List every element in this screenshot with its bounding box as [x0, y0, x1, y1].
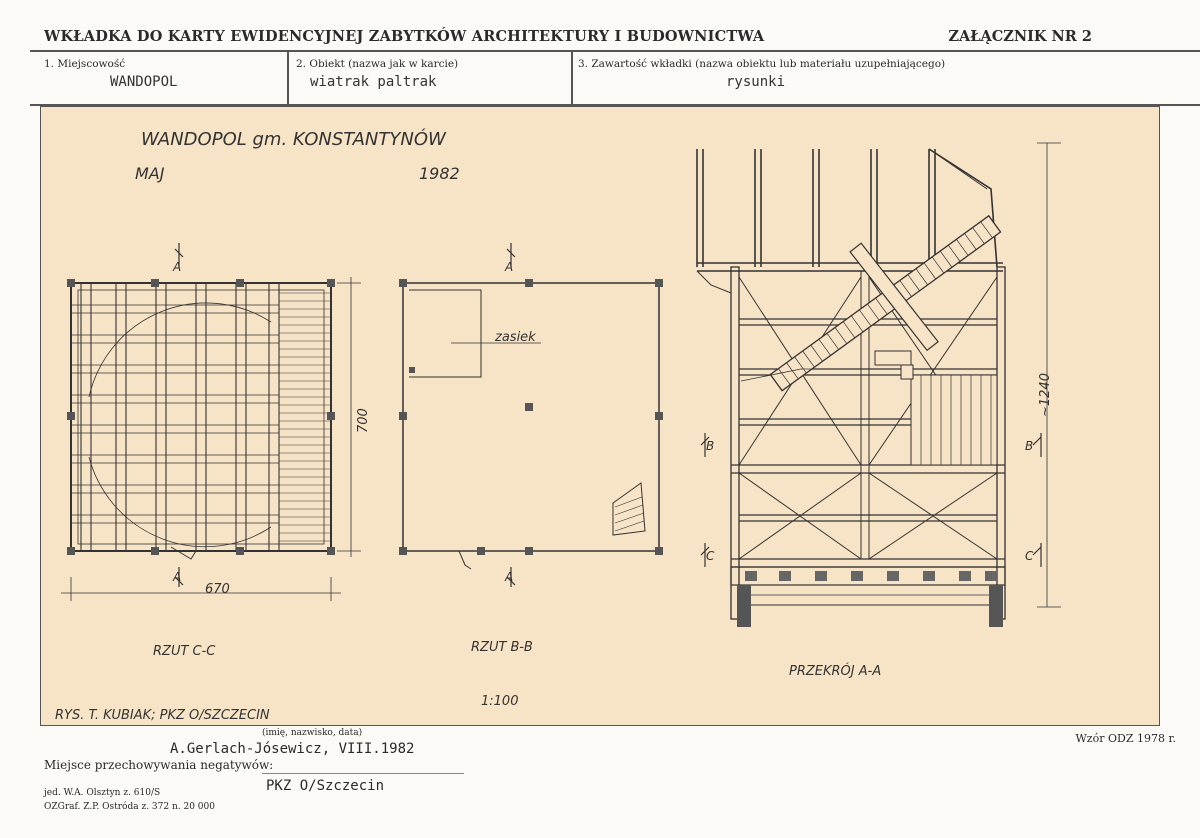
print-info-1: jed. W.A. Olsztyn z. 610/S	[44, 788, 161, 798]
field-divider-1	[287, 50, 289, 106]
object-value: wiatrak paltrak	[310, 74, 437, 90]
caption-rzut-b-b: RZUT B-B	[471, 640, 533, 655]
section-a-a	[697, 143, 1061, 627]
name-date-label: (imię, nazwisko, data)	[262, 728, 363, 738]
contents-label: 3. Zawartość wkładki (nazwa obiektu lub materiału uzupełniającego)	[578, 58, 946, 70]
annex-number: ZAŁĄCZNIK NR 2	[948, 28, 1092, 45]
architectural-drawing	[41, 107, 1161, 727]
locality-value: WANDOPOL	[110, 74, 178, 90]
section-mark-c-left: C	[706, 549, 715, 563]
dimension-height: ~1240	[1038, 373, 1053, 417]
dimension-depth: 700	[356, 408, 371, 433]
storage-underline	[262, 773, 464, 774]
caption-przekroj-a-a: PRZEKRÓJ A-A	[789, 664, 882, 679]
section-mark-c-right: C	[1025, 549, 1034, 563]
object-label: 2. Obiekt (nazwa jak w karcie)	[296, 58, 459, 70]
section-mark-a-top-1: A	[173, 260, 182, 274]
drawing-month: MAJ	[135, 164, 165, 183]
plan-c-c	[61, 243, 361, 601]
section-mark-b-left: B	[706, 439, 715, 453]
drawing-year: 1982	[419, 164, 460, 183]
section-mark-a-bottom-1: A	[173, 570, 182, 584]
form-title: WKŁADKA DO KARTY EWIDENCYJNEJ ZABYTKÓW ARCHITEKTURY I BUDOWNICTWA	[44, 28, 765, 45]
drawing-sheet	[40, 106, 1160, 726]
drawing-scale: 1:100	[481, 694, 519, 709]
caption-rzut-c-c: RZUT C-C	[153, 644, 216, 659]
field-divider-2	[571, 50, 573, 106]
section-mark-a-top-2: A	[505, 260, 514, 274]
locality-label: 1. Miejscowość	[44, 58, 126, 70]
dimension-width: 670	[205, 582, 230, 597]
form-model: Wzór ODZ 1978 r.	[1075, 732, 1176, 745]
zasiek-label: zasiek	[495, 330, 536, 345]
section-mark-a-bottom-2: A	[505, 570, 514, 584]
storage-value: PKZ O/Szczecin	[266, 778, 385, 794]
storage-label: Miejsce przechowywania negatywów:	[44, 758, 274, 772]
photographer-name-date: A.Gerlach-Jósewicz, VIII.1982	[170, 741, 415, 757]
plan-b-b	[399, 243, 663, 587]
contents-value: rysunki	[726, 74, 786, 90]
print-info-2: OZGraf. Z.P. Ostróda z. 372 n. 20 000	[44, 802, 215, 812]
section-mark-b-right: B	[1025, 439, 1034, 453]
drawing-author: RYS. T. KUBIAK; PKZ O/SZCZECIN	[55, 708, 270, 723]
header-rule	[30, 50, 1200, 52]
drawing-title: WANDOPOL gm. KONSTANTYNÓW	[141, 129, 446, 150]
